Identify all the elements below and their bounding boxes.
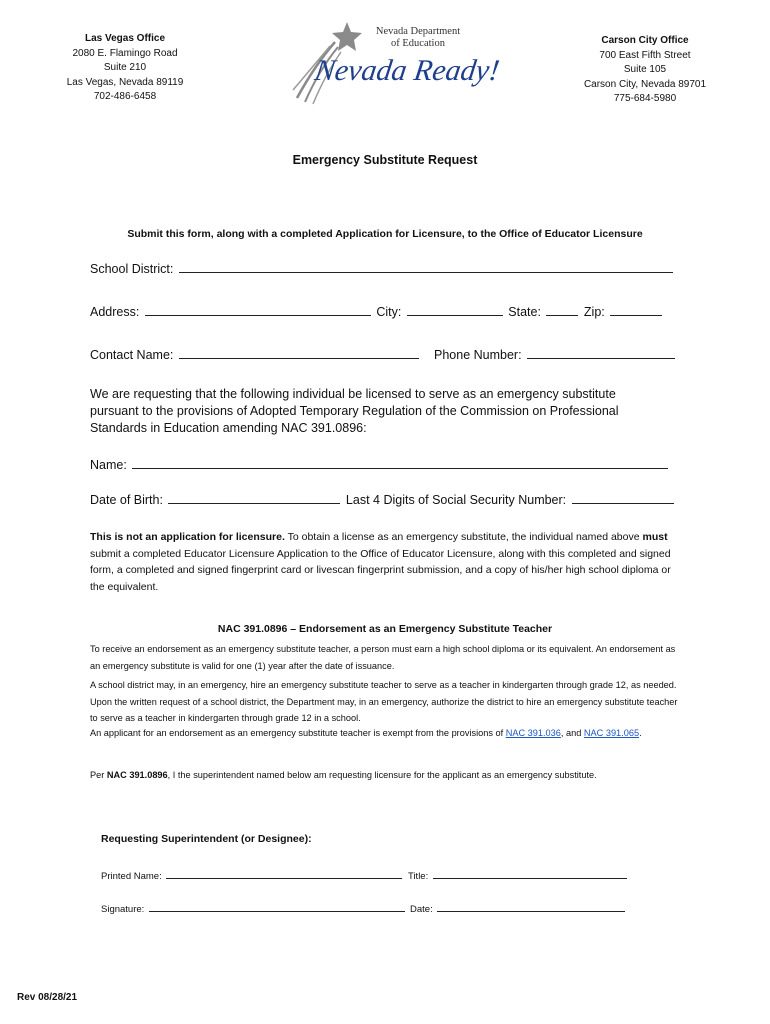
- title-label: Title:: [408, 871, 429, 882]
- nac-paragraph-3-pre: An applicant for an endorsement as an emergency substitute teacher is exempt from the provisions of: [90, 728, 504, 738]
- title-row: [408, 868, 629, 882]
- address-row: [90, 303, 664, 319]
- carson-city-address2: Suite 105: [623, 64, 667, 75]
- request-paragraph: We are requesting that the following individual be licensed to serve as an emergency substitute pursuant to the provisions of Adopted Temporary Regulation of the Commission on Professional Standards in Education amending NAC 391.0896:: [90, 387, 619, 435]
- state-label: State:: [508, 305, 541, 319]
- submit-instructions: Submit this form, along with a completed Application for Licensure, to the Office of Educator Licensure: [127, 228, 643, 240]
- carson-city-address1: 700 East Fifth Street: [599, 49, 691, 61]
- carson-city-city: Carson City, Nevada 89701: [583, 78, 707, 90]
- per-post: , I the superintendent named below am requesting licensure for the applicant as an emergency substitute.: [167, 770, 597, 780]
- las-vegas-office-name: Las Vegas Office: [84, 33, 166, 44]
- las-vegas-address1: 2080 E. Flamingo Road: [72, 47, 178, 59]
- nac-paragraph-3-mid: , and: [560, 728, 582, 738]
- nac-391-036-link[interactable]: NAC 391.036: [505, 728, 561, 738]
- las-vegas-address2: Suite 210: [103, 62, 147, 73]
- city-label: City:: [376, 305, 402, 319]
- dob-input[interactable]: [168, 491, 340, 504]
- dob-label: Date of Birth:: [90, 493, 163, 507]
- not-application-paragraph: [90, 529, 680, 595]
- logo-script: Nevada Ready!: [312, 54, 502, 87]
- state-input[interactable]: [546, 303, 578, 316]
- ssn-input[interactable]: [572, 491, 674, 504]
- school-district-label: School District:: [90, 262, 174, 276]
- nac-paragraph-1: To receive an endorsement as an emergency substitute teacher, a person must earn a high school diploma or its equivalent. An endorsement as an emergency substitute is valid for one (1) year after the date of issuance.: [90, 644, 676, 671]
- not-application-lead: This is not an application for licensure.: [90, 531, 285, 543]
- zip-label: Zip:: [583, 305, 605, 319]
- school-district-input[interactable]: [179, 260, 673, 273]
- dob-ssn-row: [90, 491, 676, 507]
- address-input[interactable]: [145, 303, 371, 316]
- not-application-text2: submit a completed Educator Licensure Application to the Office of Educator Licensure, along with this completed and signed form, a completed and signed fingerprint card or livescan fingerprint submission, and a copy of his/her high school diploma or the equivalent.: [90, 547, 671, 593]
- printed-name-row: [101, 868, 404, 882]
- per-bold: NAC 391.0896: [106, 770, 168, 780]
- date-row: [410, 901, 627, 915]
- title-input[interactable]: [433, 868, 627, 879]
- carson-city-office-name: Carson City Office: [601, 35, 689, 46]
- date-label: Date:: [410, 904, 433, 915]
- signature-label: Signature:: [101, 904, 145, 915]
- form-title: Emergency Substitute Request: [292, 153, 478, 167]
- las-vegas-city: Las Vegas, Nevada 89119: [66, 76, 184, 88]
- contact-name-label: Contact Name:: [90, 348, 174, 362]
- city-input[interactable]: [407, 303, 503, 316]
- not-application-text1: To obtain a license as an emergency substitute, the individual named above: [287, 531, 640, 543]
- phone-number-label: Phone Number:: [434, 348, 522, 362]
- zip-input[interactable]: [610, 303, 662, 316]
- carson-city-office-block: [570, 34, 720, 107]
- nevada-ready-logo: [285, 20, 502, 115]
- name-input[interactable]: [132, 456, 668, 469]
- superintendent-heading: Requesting Superintendent (or Designee):: [101, 833, 312, 845]
- nac-391-065-link[interactable]: NAC 391.065: [583, 728, 640, 738]
- signature-input[interactable]: [149, 901, 405, 912]
- las-vegas-office-block: [50, 32, 200, 105]
- signature-row: [101, 901, 407, 915]
- date-input[interactable]: [437, 901, 625, 912]
- not-application-must: must: [642, 531, 668, 543]
- phone-number-input[interactable]: [527, 346, 675, 359]
- school-district-row: [90, 260, 675, 276]
- name-label: Name:: [90, 458, 127, 472]
- nac-paragraph-3: [90, 725, 680, 742]
- ssn-label: Last 4 Digits of Social Security Number:: [345, 493, 567, 507]
- contact-row: [90, 346, 421, 362]
- contact-name-input[interactable]: [179, 346, 419, 359]
- per-pre: Per: [90, 770, 105, 780]
- per-nac-paragraph: [90, 767, 680, 784]
- logo-line1: Nevada Department: [375, 26, 461, 37]
- address-label: Address:: [90, 305, 140, 319]
- printed-name-label: Printed Name:: [101, 871, 162, 882]
- nac-paragraph-3-end: .: [639, 728, 642, 738]
- nac-paragraph-2: A school district may, in an emergency, hire an emergency substitute teacher to serve as a teacher in kindergarten through grade 12, as needed. Upon the written request of a school district, the Department may, in an emergency, authorize the district to hire an emergency substitute teacher to serve as a teacher in kindergarten through grade 12 in a school.: [90, 680, 678, 723]
- nac-heading: NAC 391.0896 – Endorsement as an Emergency Substitute Teacher: [217, 623, 553, 635]
- phone-row: [434, 346, 677, 362]
- logo-line2: of Education: [391, 38, 445, 49]
- las-vegas-phone: 702-486-6458: [93, 91, 157, 102]
- revision-date: Rev 08/28/21: [17, 992, 78, 1003]
- carson-city-phone: 775-684-5980: [613, 93, 677, 104]
- name-row: [90, 456, 670, 472]
- printed-name-input[interactable]: [166, 868, 402, 879]
